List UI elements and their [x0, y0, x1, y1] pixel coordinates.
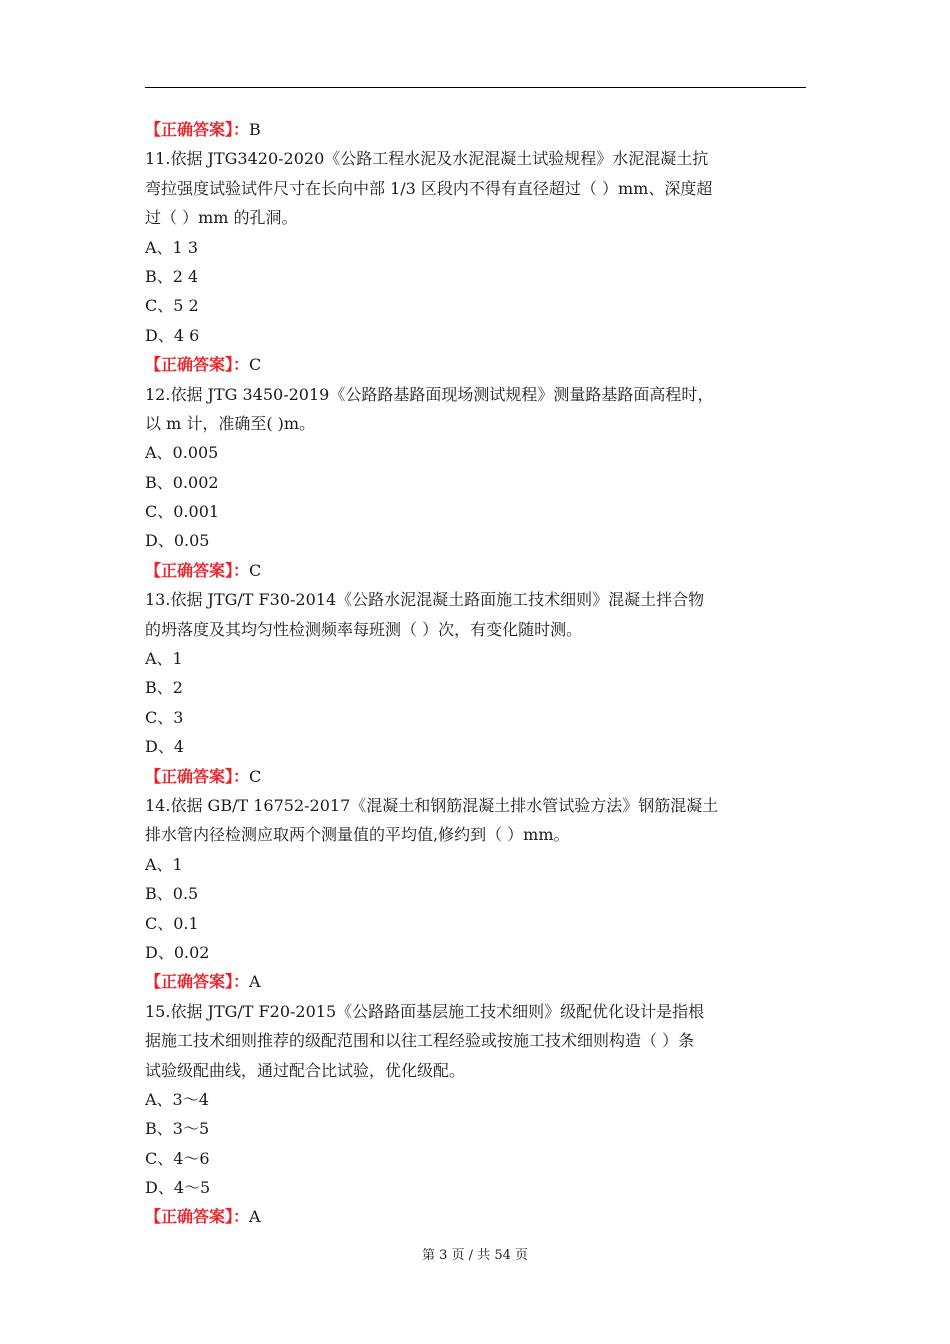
question-block	[145, 791, 807, 997]
header-rule	[145, 87, 806, 88]
option-b: B、2	[145, 678, 183, 698]
question-text-line: 过（ ）mm 的孔洞。	[145, 208, 298, 228]
answer-value: B	[249, 120, 261, 139]
question-block	[145, 585, 807, 791]
question-text-line: 以 m 计，准确至( )m。	[145, 413, 316, 433]
answer-value: C	[249, 766, 262, 786]
option-c: C、4～6	[145, 1148, 210, 1168]
question-block	[145, 144, 807, 379]
current-page-number: 3	[439, 1248, 448, 1263]
option-d: D、4	[145, 737, 185, 757]
question-content	[145, 115, 807, 1232]
option-a: A、1	[145, 649, 183, 669]
option-c: C、5 2	[145, 296, 199, 316]
answer-label: 【正确答案】：	[145, 560, 250, 580]
question-text-line: 11.依据 JTG3420-2020《公路工程水泥及水泥混凝土试验规程》水泥混凝土抗	[145, 149, 709, 169]
option-b: B、2 4	[145, 266, 199, 286]
page-footer	[0, 1244, 950, 1263]
option-a: A、0.005	[145, 443, 219, 463]
option-b: B、3～5	[145, 1119, 210, 1139]
question-text-line: 据施工技术细则推荐的级配范围和以往工程经验或按施工技术细则构造（ ）条	[145, 1031, 695, 1051]
question-text-line: 14.依据 GB/T 16752-2017《混凝土和钢筋混凝土排水管试验方法》钢筋混凝土	[145, 795, 719, 815]
question-text-line: 15.依据 JTG/T F20-2015《公路路面基层施工技术细则》级配优化设计是指根	[145, 1001, 705, 1021]
answer-label: 【正确答案】：	[145, 972, 250, 992]
option-d: D、4 6	[145, 325, 200, 345]
question-text-line: 的坍落度及其均匀性检测频率每班测（ ）次，有变化随时测。	[145, 619, 583, 639]
answer-value: A	[249, 1207, 261, 1227]
total-page-count: 54	[494, 1248, 511, 1263]
option-d: D、0.05	[145, 531, 210, 551]
answer-label: 【正确答案】：	[145, 355, 250, 375]
option-c: C、0.001	[145, 502, 220, 522]
answer-label: 【正确答案】：	[145, 120, 250, 139]
answer-value: A	[249, 972, 261, 992]
footer-prefix: 第	[421, 1248, 435, 1263]
option-d: D、4～5	[145, 1178, 211, 1198]
answer-label: 【正确答案】：	[145, 1207, 250, 1227]
answer-line	[145, 556, 807, 585]
answer-value: C	[249, 560, 262, 580]
answer-line	[145, 350, 807, 379]
answer-line	[145, 1202, 807, 1231]
option-d: D、0.02	[145, 942, 210, 962]
question-block	[145, 997, 807, 1232]
question-text-line: 13.依据 JTG/T F30-2014《公路水泥混凝土路面施工技术细则》混凝土拌合物	[145, 590, 705, 610]
option-c: C、3	[145, 707, 184, 727]
option-a: A、1 3	[145, 237, 199, 257]
question-text-line: 弯拉强度试验试件尺寸在长向中部 1/3 区段内不得有直径超过（ ）mm、深度超	[145, 178, 713, 198]
question-text-line: 试验级配曲线，通过配合比试验，优化级配。	[145, 1060, 466, 1080]
question-text-line: 12.依据 JTG 3450-2019《公路路基路面现场测试规程》测量路基路面高程时，	[145, 384, 714, 404]
option-a: A、3～4	[145, 1089, 209, 1109]
answer-line	[145, 967, 807, 996]
question-block	[145, 380, 807, 586]
answer-value: C	[249, 355, 262, 375]
question-text-line: 排水管内径检测应取两个测量值的平均值,修约到（ ）mm。	[145, 825, 570, 845]
footer-mid: 页 / 共	[451, 1248, 491, 1263]
option-b: B、0.5	[145, 884, 199, 904]
footer-suffix: 页	[515, 1248, 529, 1263]
answer-line	[145, 115, 807, 144]
option-a: A、1	[145, 854, 183, 874]
option-c: C、0.1	[145, 913, 199, 933]
answer-label: 【正确答案】：	[145, 766, 250, 786]
option-b: B、0.002	[145, 472, 219, 492]
answer-line	[145, 762, 807, 791]
